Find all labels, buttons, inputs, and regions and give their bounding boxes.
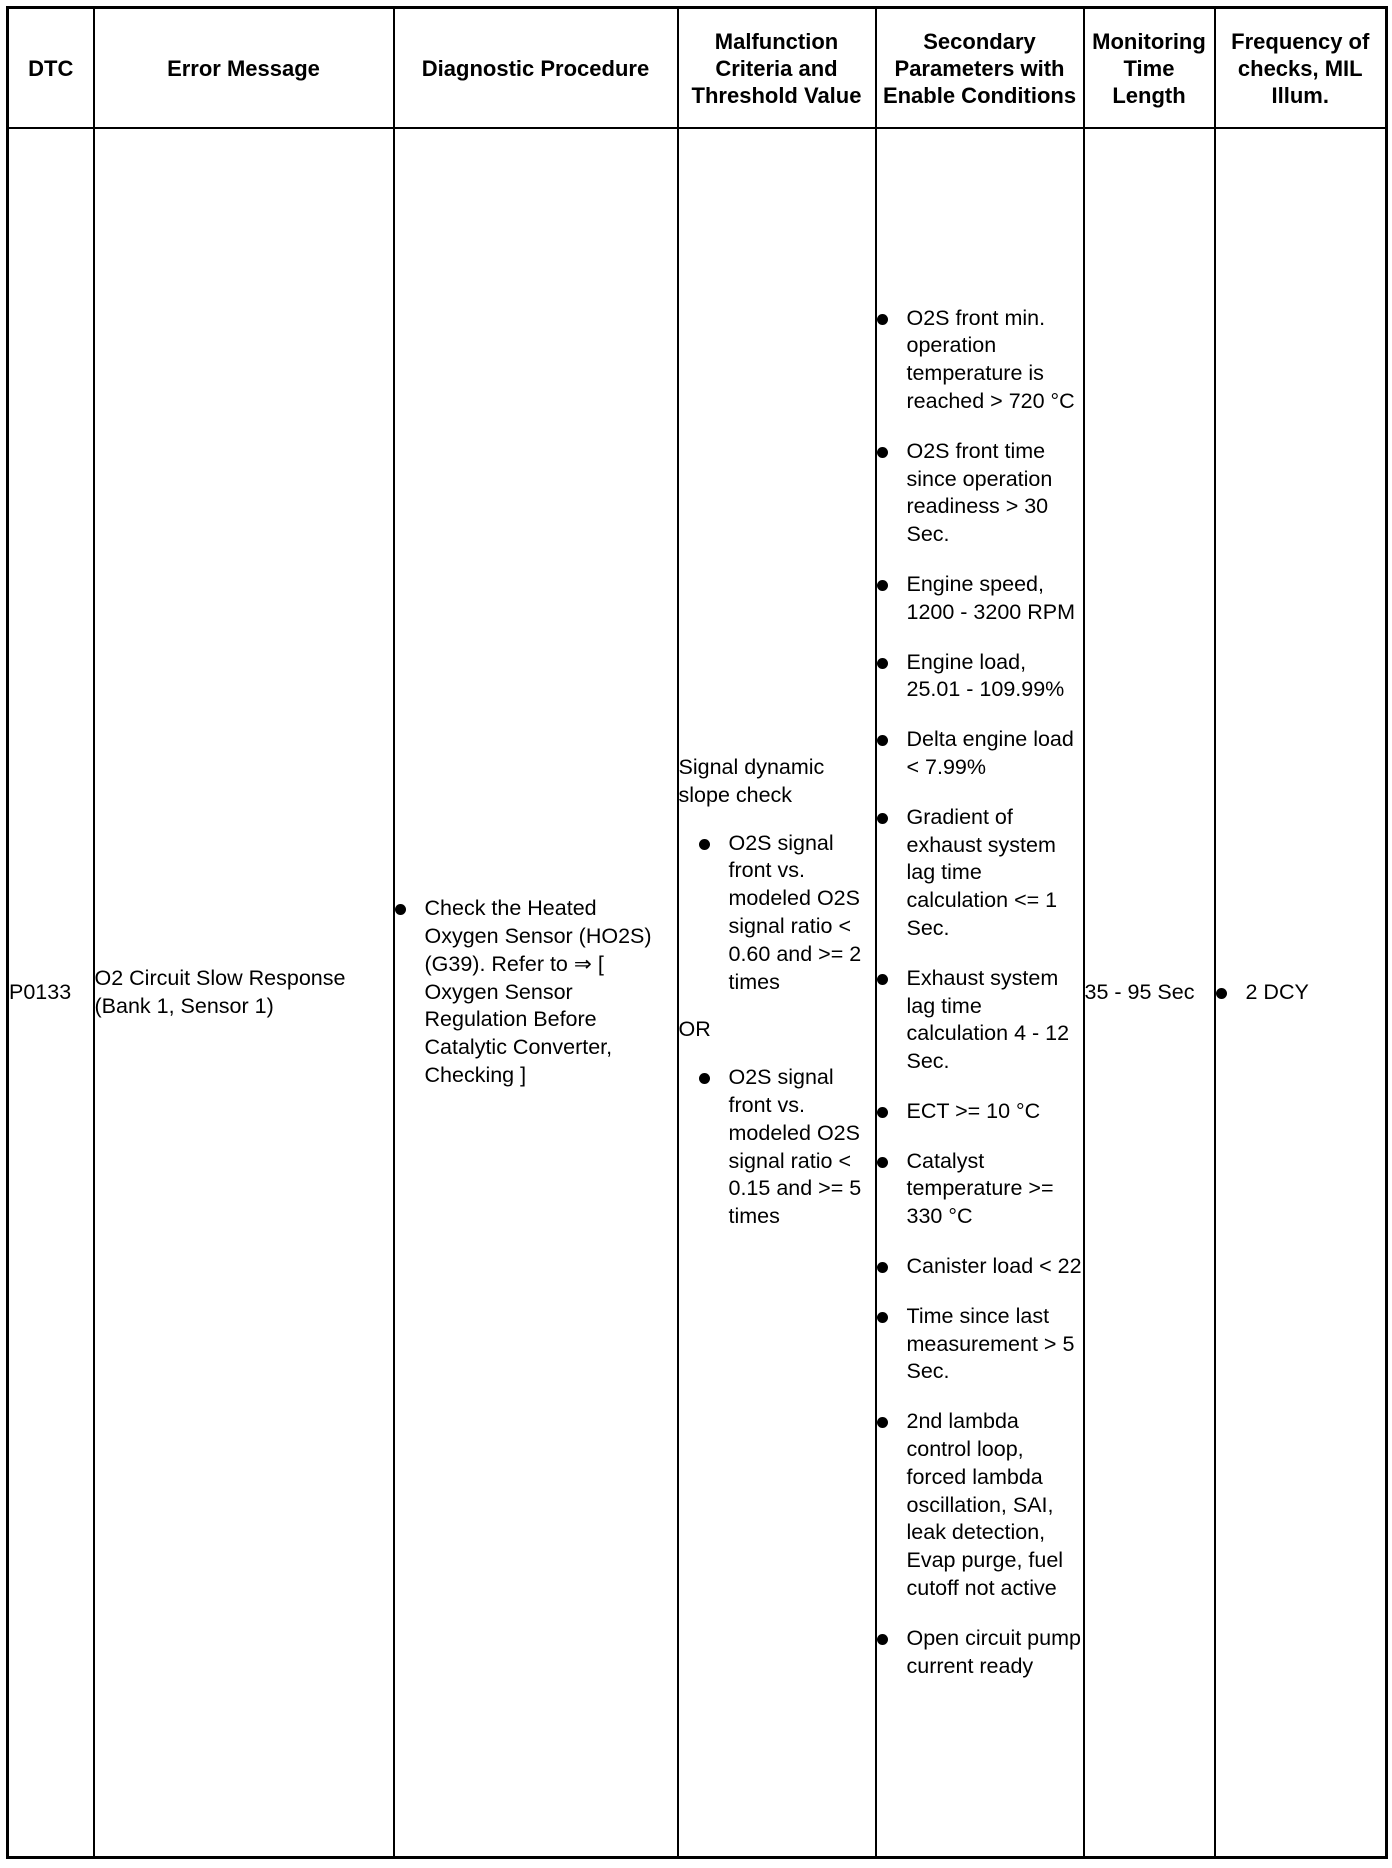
procedure-text: Check the Heated Oxygen Sensor (HO2S) (G39). Refer to ⇒ [ Oxygen Sensor Regulation Before Catalytic Converter, Checking ] xyxy=(424,896,652,1087)
error-message: O2 Circuit Slow Response (Bank 1, Sensor 1) xyxy=(94,128,394,1858)
list-item xyxy=(395,895,677,1090)
bullet-icon xyxy=(877,813,888,824)
list-item xyxy=(877,438,1083,549)
list-item xyxy=(877,1303,1083,1386)
list-item xyxy=(1216,979,1386,1007)
secondary-item-text: Gradient of exhaust system lag time calculation <= 1 Sec. xyxy=(906,804,1058,940)
bullet-icon xyxy=(877,1107,888,1118)
secondary-item-text: Engine speed, 1200 - 3200 RPM xyxy=(906,571,1076,624)
procedure-list xyxy=(395,895,677,1090)
bullet-icon xyxy=(877,1634,888,1645)
criteria-or: OR xyxy=(678,1017,711,1042)
criteria-list-2 xyxy=(699,1064,875,1231)
list-item xyxy=(877,1098,1083,1126)
header-dtc: DTC xyxy=(8,8,94,129)
dtc-code: P0133 xyxy=(8,128,94,1858)
criteria-item-text: O2S signal front vs. modeled O2S signal ratio < 0.60 and >= 2 times xyxy=(728,830,862,994)
list-item xyxy=(877,649,1083,705)
header-monitoring-time: Monitoring Time Length xyxy=(1084,8,1215,129)
secondary-item-text: O2S front time since operation readiness > 30 Sec. xyxy=(906,438,1053,547)
bullet-icon xyxy=(877,314,888,325)
list-item xyxy=(699,830,875,997)
bullet-icon xyxy=(877,1262,888,1273)
frequency-text: 2 DCY xyxy=(1245,979,1309,1004)
header-error-message: Error Message xyxy=(94,8,394,129)
list-item xyxy=(877,1253,1083,1281)
secondary-item-text: ECT >= 10 °C xyxy=(906,1098,1041,1123)
frequency-cell xyxy=(1215,128,1387,1858)
bullet-icon xyxy=(877,580,888,591)
frequency-list xyxy=(1216,979,1386,1007)
monitoring-time: 35 - 95 Sec xyxy=(1084,128,1215,1858)
list-item xyxy=(877,1408,1083,1603)
table-row xyxy=(8,128,1387,1858)
secondary-item-text: Exhaust system lag time calculation 4 - 12 Sec. xyxy=(906,965,1070,1074)
list-item xyxy=(877,571,1083,627)
bullet-icon xyxy=(877,1157,888,1168)
dtc-table xyxy=(6,6,1388,1859)
criteria-intro: Signal dynamic slope check xyxy=(678,755,825,807)
bullet-icon xyxy=(877,447,888,458)
secondary-item-text: Engine load, 25.01 - 109.99% xyxy=(906,649,1065,702)
secondary-list xyxy=(877,305,1083,1681)
list-item xyxy=(877,965,1083,1076)
bullet-icon xyxy=(1216,988,1227,999)
secondary-item-text: Canister load < 22 xyxy=(906,1254,1082,1279)
diagnostic-procedure-cell xyxy=(394,128,678,1858)
header-frequency: Frequency of checks, MIL Illum. xyxy=(1215,8,1387,129)
secondary-item-text: 2nd lambda control loop, forced lambda oscillation, SAI, leak detection, Evap purge, fuel cutoff not active xyxy=(906,1409,1064,1601)
secondary-item-text: Open circuit pump current ready xyxy=(906,1625,1081,1678)
header-secondary-parameters: Secondary Parameters with Enable Conditions xyxy=(876,8,1084,129)
list-item xyxy=(877,726,1083,782)
list-item xyxy=(877,804,1083,943)
bullet-icon xyxy=(699,839,710,850)
list-item xyxy=(877,1625,1083,1681)
bullet-icon xyxy=(877,1417,888,1428)
secondary-parameters-cell xyxy=(876,128,1084,1858)
list-item xyxy=(877,1148,1083,1231)
bullet-icon xyxy=(395,904,406,915)
header-malfunction-criteria: Malfunction Criteria and Threshold Value xyxy=(678,8,876,129)
bullet-icon xyxy=(877,974,888,985)
secondary-item-text: Catalyst temperature >= 330 °C xyxy=(906,1148,1054,1229)
bullet-icon xyxy=(877,735,888,746)
header-row xyxy=(8,8,1387,129)
secondary-item-text: Delta engine load < 7.99% xyxy=(906,727,1074,779)
list-item xyxy=(699,1064,875,1231)
header-diagnostic-procedure: Diagnostic Procedure xyxy=(394,8,678,129)
bullet-icon xyxy=(877,1312,888,1323)
secondary-item-text: Time since last measurement > 5 Sec. xyxy=(906,1303,1075,1384)
bullet-icon xyxy=(699,1073,710,1084)
secondary-item-text: O2S front min. operation temperature is reached > 720 °C xyxy=(906,305,1075,413)
bullet-icon xyxy=(877,658,888,669)
malfunction-criteria-cell xyxy=(678,128,876,1858)
list-item xyxy=(877,305,1083,416)
criteria-list-1 xyxy=(699,830,875,997)
criteria-item-text: O2S signal front vs. modeled O2S signal ratio < 0.15 and >= 5 times xyxy=(728,1065,862,1229)
